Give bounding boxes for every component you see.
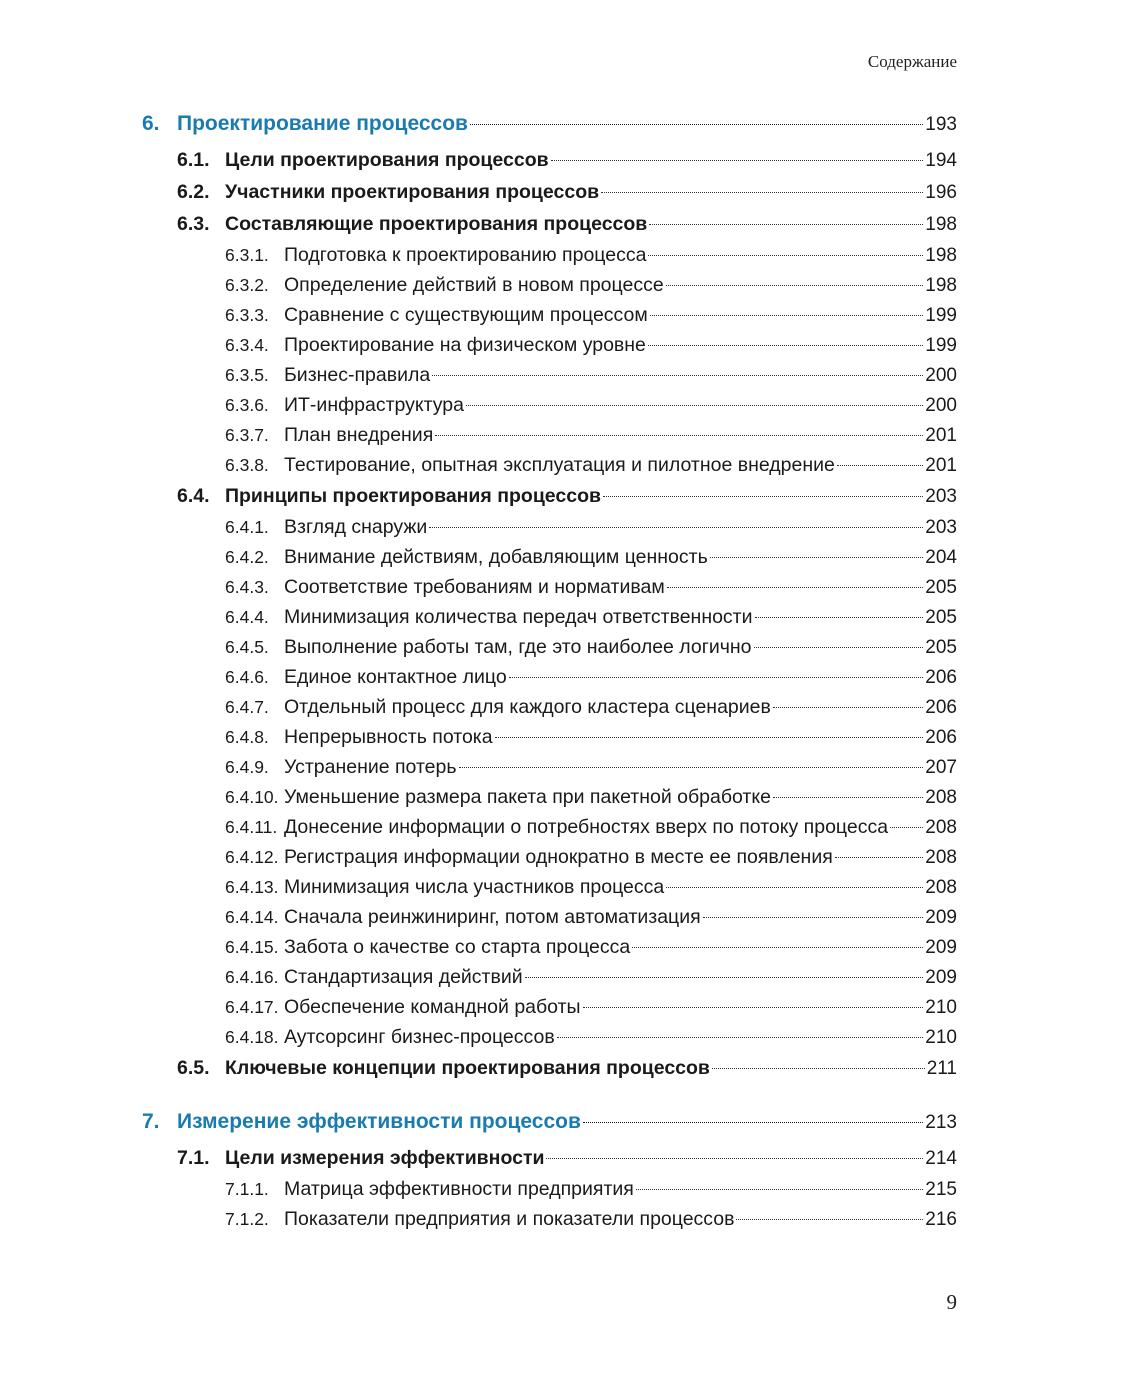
entry-number: 7. [142, 1110, 160, 1133]
entry-number: 6. [142, 112, 160, 135]
entry-title: Проектирование процессов [177, 112, 468, 135]
entry-title: Бизнес-правила [284, 364, 431, 386]
entry-number: 6.3.4. [225, 335, 269, 355]
dot-leader [466, 405, 923, 406]
entry-number: 6.4.9. [225, 757, 269, 777]
section-entry[interactable] [142, 176, 957, 208]
subsection-entry[interactable] [142, 962, 957, 992]
entry-title: Устранение потерь [284, 756, 457, 778]
entry-number: 6.5. [177, 1057, 210, 1079]
entry-title: Цели измерения эффективности [225, 1147, 545, 1169]
entry-title: Внимание действиям, добавляющим ценность [284, 546, 708, 568]
dot-leader [648, 255, 923, 256]
subsection-entry[interactable] [142, 602, 957, 632]
entry-title: Забота о качестве со старта процесса [284, 936, 631, 958]
dot-leader [773, 707, 923, 708]
dot-leader [649, 224, 923, 225]
entry-page: 199 [925, 305, 957, 326]
entry-page: 204 [925, 547, 957, 568]
entry-number: 6.1. [177, 149, 210, 171]
dot-leader [666, 285, 924, 286]
entry-page: 198 [925, 214, 957, 235]
entry-title: Минимизация количества передач ответственности [284, 606, 753, 628]
entry-page: 214 [925, 1148, 957, 1169]
dot-leader [835, 857, 924, 858]
dot-leader [470, 124, 923, 125]
section-entry[interactable] [142, 1052, 957, 1084]
entry-title: Стандартизация действий [284, 966, 523, 988]
dot-leader [837, 465, 923, 466]
entry-number: 6.3.5. [225, 365, 269, 385]
entry-page: 200 [925, 365, 957, 386]
dot-leader [754, 647, 924, 648]
section-entry[interactable] [142, 480, 957, 512]
dot-leader [710, 557, 924, 558]
entry-number: 6.4.15. [225, 937, 279, 957]
entry-number: 7.1.1. [225, 1179, 269, 1199]
entry-number: 6.4.14. [225, 907, 279, 927]
subsection-entry[interactable] [142, 812, 957, 842]
entry-title: Измерение эффективности процессов [177, 1110, 581, 1133]
dot-leader [429, 527, 923, 528]
subsection-entry[interactable] [142, 722, 957, 752]
entry-title: Участники проектирования процессов [225, 181, 600, 203]
entry-title: Единое контактное лицо [284, 666, 507, 688]
entry-number: 6.4. [177, 485, 210, 507]
entry-title: Тестирование, опытная эксплуатация и пилотное внедрение [284, 454, 835, 476]
entry-number: 6.4.11. [225, 817, 278, 837]
dot-leader [459, 767, 924, 768]
entry-page: 194 [925, 150, 957, 171]
entry-title: Составляющие проектирования процессов [225, 213, 648, 235]
entry-page: 209 [925, 937, 957, 958]
entry-title: Подготовка к проектированию процесса [284, 244, 647, 266]
entry-page: 208 [925, 787, 957, 808]
dot-leader [736, 1219, 923, 1220]
dot-leader [666, 887, 923, 888]
subsection-entry[interactable] [142, 632, 957, 662]
entry-page: 198 [925, 245, 957, 266]
section-entry[interactable] [142, 144, 957, 176]
entry-page: 193 [925, 114, 957, 135]
entry-number: 6.4.8. [225, 727, 269, 747]
entry-number: 6.4.6. [225, 667, 269, 687]
entry-title: Взгляд снаружи [284, 516, 428, 538]
entry-page: 208 [925, 847, 957, 868]
entry-number: 6.4.3. [225, 577, 269, 597]
entry-title: ИТ-инфраструктура [284, 394, 464, 416]
entry-page: 196 [925, 182, 957, 203]
entry-title: План внедрения [284, 424, 434, 446]
entry-title: Минимизация числа участников процесса [284, 876, 665, 898]
entry-title: Определение действий в новом процессе [284, 274, 664, 296]
entry-title: Сначала реинжиниринг, потом автоматизация [284, 906, 701, 928]
entry-page: 209 [925, 907, 957, 928]
entry-title: Матрица эффективности предприятия [284, 1178, 634, 1200]
entry-title: Донесение информации о потребностях вверх по потоку процесса [284, 816, 889, 838]
subsection-entry[interactable] [142, 542, 957, 572]
entry-page: 208 [925, 877, 957, 898]
dot-leader [509, 677, 924, 678]
dot-leader [525, 977, 924, 978]
section-entry[interactable] [142, 1142, 957, 1174]
entry-title: Регистрация информации однократно в месте ее появления [284, 846, 833, 868]
entry-title: Обеспечение командной работы [284, 996, 581, 1018]
entry-page: 216 [925, 1209, 957, 1230]
entry-number: 6.4.7. [225, 697, 269, 717]
subsection-entry[interactable] [142, 662, 957, 692]
dot-leader [636, 1189, 923, 1190]
entry-title: Соответствие требованиям и нормативам [284, 576, 665, 598]
entry-title: Цели проектирования процессов [225, 149, 549, 171]
section-entry[interactable] [142, 208, 957, 240]
subsection-entry[interactable] [142, 992, 957, 1022]
entry-title: Выполнение работы там, где это наиболее логично [284, 636, 752, 658]
dot-leader [583, 1122, 923, 1123]
entry-page: 203 [925, 517, 957, 538]
entry-title: Проектирование на физическом уровне [284, 334, 646, 356]
dot-leader [551, 160, 924, 161]
entry-page: 205 [925, 607, 957, 628]
subsection-entry[interactable] [142, 692, 957, 722]
subsection-entry[interactable] [142, 450, 957, 480]
entry-number: 6.3.8. [225, 455, 269, 475]
chapter-entry[interactable] [142, 106, 957, 142]
dot-leader [667, 587, 924, 588]
table-of-contents [142, 106, 957, 1234]
entry-page: 205 [925, 637, 957, 658]
entry-number: 6.3.1. [225, 245, 269, 265]
entry-page: 211 [926, 1058, 957, 1079]
entry-page: 206 [925, 697, 957, 718]
entry-number: 6.4.4. [225, 607, 269, 627]
entry-title: Сравнение с существующим процессом [284, 304, 648, 326]
entry-page: 200 [925, 395, 957, 416]
entry-page: 215 [925, 1179, 957, 1200]
entry-title: Принципы проектирования процессов [225, 485, 601, 507]
dot-leader [712, 1068, 925, 1069]
subsection-entry[interactable] [142, 512, 957, 542]
entry-page: 201 [925, 425, 957, 446]
entry-page: 208 [925, 817, 957, 838]
section-gap [142, 1084, 957, 1104]
dot-leader [583, 1007, 924, 1008]
chapter-entry[interactable] [142, 1104, 957, 1140]
dot-leader [601, 192, 923, 193]
entry-page: 210 [925, 997, 957, 1018]
entry-number: 7.1.2. [225, 1209, 269, 1229]
dot-leader [650, 315, 924, 316]
entry-title: Отдельный процесс для каждого кластера сценариев [284, 696, 771, 718]
subsection-entry[interactable] [142, 420, 957, 450]
entry-page: 206 [925, 667, 957, 688]
dot-leader [432, 375, 923, 376]
entry-number: 6.4.16. [225, 967, 279, 987]
entry-page: 198 [925, 275, 957, 296]
entry-page: 203 [925, 486, 957, 507]
entry-page: 209 [925, 967, 957, 988]
entry-title: Показатели предприятия и показатели процессов [284, 1208, 735, 1230]
subsection-entry[interactable] [142, 782, 957, 812]
entry-number: 6.4.2. [225, 547, 269, 567]
entry-title: Непрерывность потока [284, 726, 493, 748]
entry-number: 6.3.6. [225, 395, 269, 415]
dot-leader [773, 797, 923, 798]
entry-number: 6.4.10. [225, 787, 279, 807]
entry-page: 213 [925, 1112, 957, 1133]
subsection-entry[interactable] [142, 872, 957, 902]
subsection-entry[interactable] [142, 1204, 957, 1234]
running-head: Содержание [867, 52, 957, 71]
entry-number: 6.2. [177, 181, 210, 203]
entry-number: 6.3. [177, 213, 210, 235]
entry-page: 199 [925, 335, 957, 356]
entry-page: 206 [925, 727, 957, 748]
subsection-entry[interactable] [142, 842, 957, 872]
subsection-entry[interactable] [142, 390, 957, 420]
subsection-entry[interactable] [142, 330, 957, 360]
page-number: 9 [946, 1290, 957, 1314]
entry-number: 6.4.18. [225, 1027, 279, 1047]
entry-page: 210 [925, 1027, 957, 1048]
entry-number: 6.4.13. [225, 877, 279, 897]
dot-leader [546, 1158, 923, 1159]
entry-page: 207 [925, 757, 957, 778]
entry-number: 6.4.1. [225, 517, 269, 537]
entry-number: 7.1. [177, 1147, 210, 1169]
dot-leader [703, 917, 924, 918]
dot-leader [755, 617, 924, 618]
entry-title: Ключевые концепции проектирования процессов [225, 1057, 710, 1079]
entry-title: Уменьшение размера пакета при пакетной обработке [284, 786, 771, 808]
dot-leader [435, 435, 923, 436]
entry-number: 6.3.2. [225, 275, 269, 295]
dot-leader [603, 496, 923, 497]
dot-leader [890, 827, 923, 828]
dot-leader [557, 1037, 924, 1038]
entry-title: Аутсорсинг бизнес-процессов [284, 1026, 555, 1048]
entry-number: 6.4.12. [225, 847, 279, 867]
subsection-entry[interactable] [142, 572, 957, 602]
subsection-entry[interactable] [142, 360, 957, 390]
entry-page: 205 [925, 577, 957, 598]
subsection-entry[interactable] [142, 300, 957, 330]
entry-page: 201 [925, 455, 957, 476]
dot-leader [495, 737, 924, 738]
entry-number: 6.3.3. [225, 305, 269, 325]
entry-number: 6.3.7. [225, 425, 269, 445]
subsection-entry[interactable] [142, 1174, 957, 1204]
entry-number: 6.4.5. [225, 637, 269, 657]
subsection-entry[interactable] [142, 270, 957, 300]
subsection-entry[interactable] [142, 1022, 957, 1052]
subsection-entry[interactable] [142, 932, 957, 962]
dot-leader [632, 947, 923, 948]
subsection-entry[interactable] [142, 902, 957, 932]
subsection-entry[interactable] [142, 240, 957, 270]
dot-leader [648, 345, 923, 346]
subsection-entry[interactable] [142, 752, 957, 782]
entry-number: 6.4.17. [225, 997, 279, 1017]
